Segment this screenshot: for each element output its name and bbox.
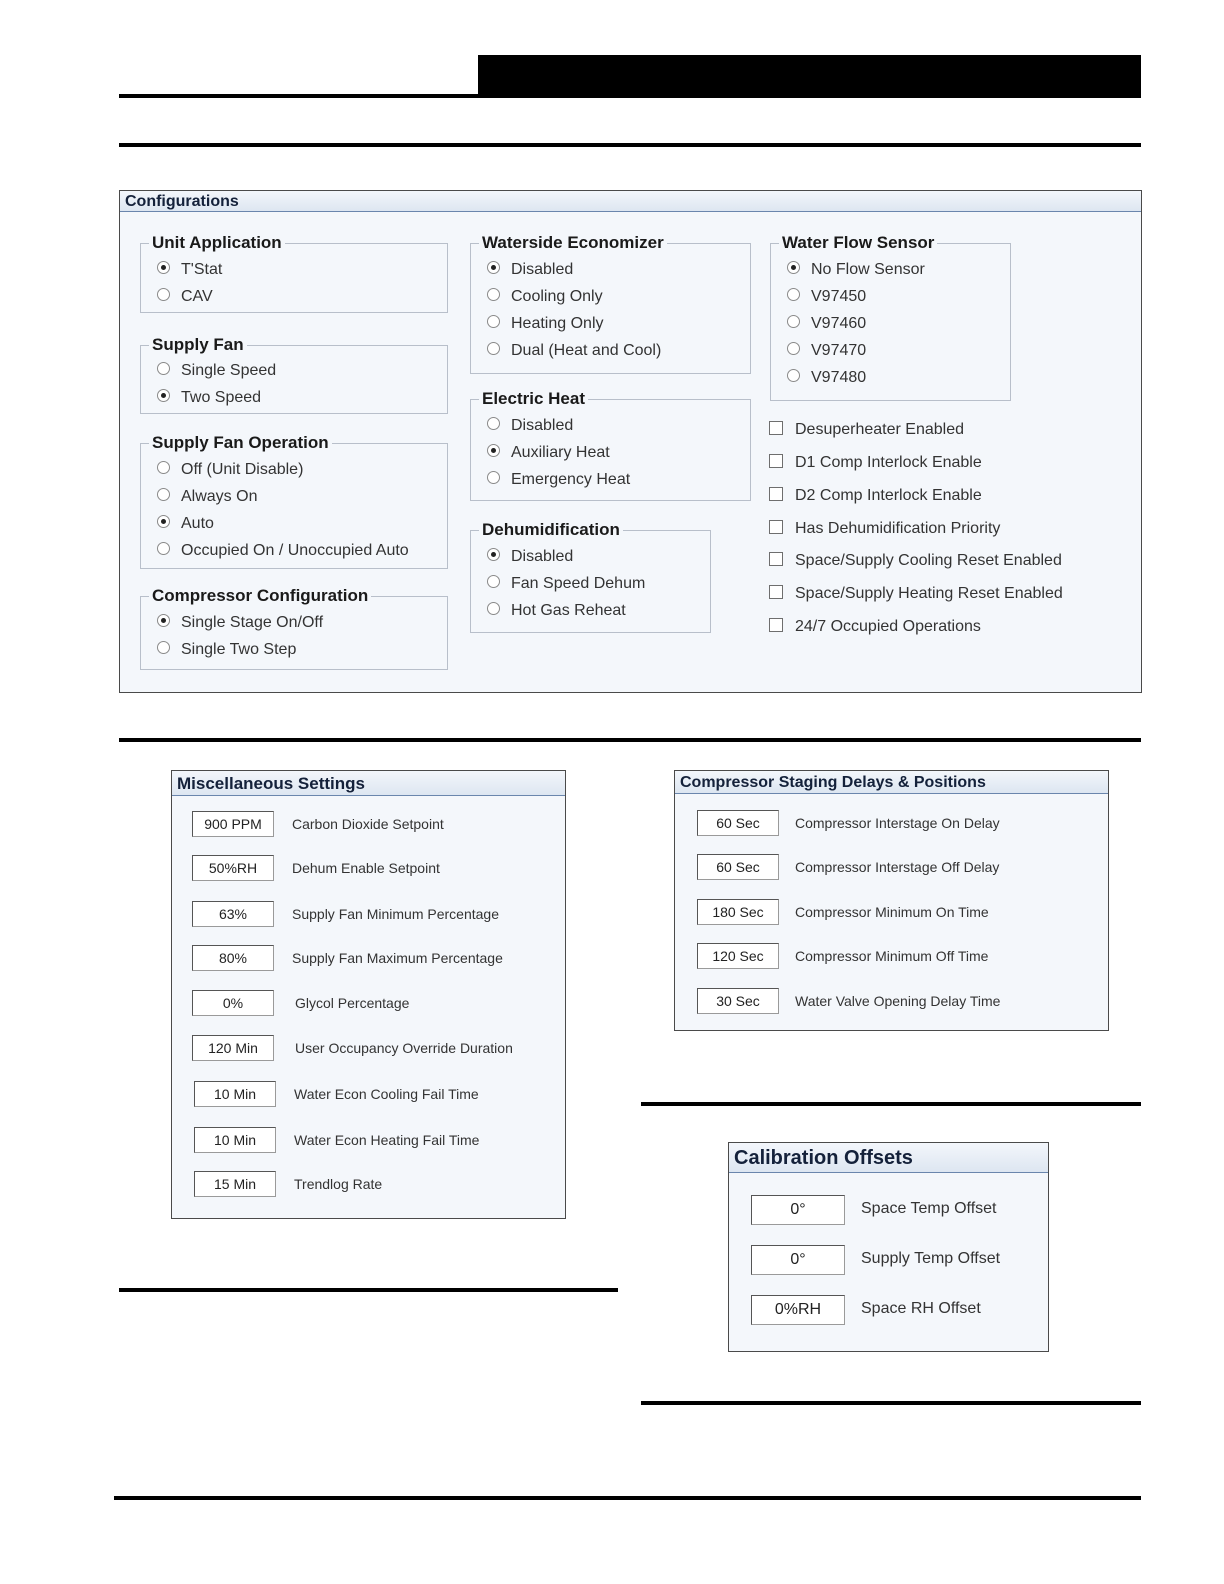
water-flow-sensor-group (770, 233, 1011, 401)
checkbox-icon[interactable] (769, 552, 783, 566)
valve-delay-field[interactable]: 30 Sec (697, 988, 779, 1014)
radio-v97480[interactable]: V97480 (787, 369, 866, 387)
cool-fail-field[interactable]: 10 Min (194, 1081, 276, 1107)
supply-fan-operation-title: Supply Fan Operation (149, 433, 332, 453)
radio-no-flow-sensor[interactable]: No Flow Sensor (787, 261, 925, 279)
radio-icon[interactable] (487, 315, 500, 328)
fan-max-field[interactable]: 80% (192, 945, 274, 971)
checkbox-icon[interactable] (769, 520, 783, 534)
checkbox-icon[interactable] (769, 421, 783, 435)
radio-selected-icon[interactable] (487, 261, 500, 274)
radio-icon[interactable] (157, 641, 170, 654)
checkbox-247-occupied[interactable]: 24/7 Occupied Operations (769, 618, 981, 636)
unit-application-group (140, 233, 448, 313)
radio-dehum-disabled[interactable]: Disabled (487, 548, 573, 566)
radio-eh-disabled[interactable]: Disabled (487, 417, 573, 435)
radio-icon[interactable] (157, 542, 170, 555)
checkbox-d1-interlock[interactable]: D1 Comp Interlock Enable (769, 454, 982, 472)
radio-selected-icon[interactable] (487, 444, 500, 457)
radio-icon[interactable] (787, 369, 800, 382)
radio-icon[interactable] (157, 461, 170, 474)
radio-icon[interactable] (487, 602, 500, 615)
electric-heat-group (470, 389, 751, 501)
checkbox-cooling-reset[interactable]: Space/Supply Cooling Reset Enabled (769, 552, 1062, 570)
radio-icon[interactable] (487, 288, 500, 301)
dehum-enable-field[interactable]: 50%RH (192, 855, 274, 881)
supply-fan-operation-group (140, 433, 448, 569)
space-rh-offset-field[interactable]: 0%RH (751, 1295, 845, 1325)
heat-fail-field[interactable]: 10 Min (194, 1127, 276, 1153)
header-black-bar (478, 55, 1141, 98)
checkbox-desuperheater[interactable]: Desuperheater Enabled (769, 421, 964, 439)
waterside-economizer-title: Waterside Economizer (479, 233, 667, 253)
radio-two-speed[interactable]: Two Speed (157, 389, 261, 407)
radio-icon[interactable] (787, 342, 800, 355)
compressor-staging-title: Compressor Staging Delays & Positions (675, 771, 1108, 794)
radio-dehum-hot-gas[interactable]: Hot Gas Reheat (487, 602, 626, 620)
section-rule-5 (641, 1401, 1141, 1405)
trendlog-field[interactable]: 15 Min (194, 1171, 276, 1197)
radio-icon[interactable] (157, 288, 170, 301)
section-rule-1 (119, 143, 1141, 147)
checkbox-heating-reset[interactable]: Space/Supply Heating Reset Enabled (769, 585, 1063, 603)
radio-single-two-step[interactable]: Single Two Step (157, 641, 296, 659)
calibration-offsets-panel: Calibration Offsets 0° Space Temp Offset 0° Supply Temp Offset 0%RH Space RH Offset (728, 1142, 1049, 1352)
supply-fan-title: Supply Fan (149, 335, 247, 355)
radio-v97450[interactable]: V97450 (787, 288, 866, 306)
radio-single-speed[interactable]: Single Speed (157, 362, 276, 380)
radio-wse-cooling-only[interactable]: Cooling Only (487, 288, 603, 306)
footer-rule (114, 1496, 1141, 1500)
checkbox-icon[interactable] (769, 454, 783, 468)
radio-selected-icon[interactable] (157, 614, 170, 627)
radio-icon[interactable] (157, 488, 170, 501)
off-delay-field[interactable]: 60 Sec (697, 854, 779, 880)
radio-auto[interactable]: Auto (157, 515, 214, 533)
radio-v97460[interactable]: V97460 (787, 315, 866, 333)
radio-selected-icon[interactable] (157, 515, 170, 528)
fan-min-field[interactable]: 63% (192, 901, 274, 927)
radio-selected-icon[interactable] (487, 548, 500, 561)
checkbox-icon[interactable] (769, 585, 783, 599)
radio-eh-auxiliary[interactable]: Auxiliary Heat (487, 444, 610, 462)
section-rule-4 (119, 1288, 618, 1292)
radio-icon[interactable] (787, 315, 800, 328)
space-temp-offset-field[interactable]: 0° (751, 1195, 845, 1225)
radio-icon[interactable] (787, 288, 800, 301)
radio-icon[interactable] (487, 575, 500, 588)
dehumidification-group (470, 520, 711, 633)
on-delay-field[interactable]: 60 Sec (697, 810, 779, 836)
min-off-field[interactable]: 120 Sec (697, 943, 779, 969)
calibration-offsets-title: Calibration Offsets (729, 1143, 1048, 1173)
radio-occupied-on[interactable]: Occupied On / Unoccupied Auto (157, 542, 409, 560)
unit-application-title: Unit Application (149, 233, 285, 253)
radio-v97470[interactable]: V97470 (787, 342, 866, 360)
supply-fan-group (140, 335, 448, 414)
radio-tstat[interactable]: T'Stat (157, 261, 222, 279)
checkbox-d2-interlock[interactable]: D2 Comp Interlock Enable (769, 487, 982, 505)
co2-setpoint-field[interactable]: 900 PPM (192, 811, 274, 837)
compressor-staging-panel: Compressor Staging Delays & Positions 60 Sec Compressor Interstage On Delay 60 Sec Compressor Interstage Off Delay 180 Sec Compressor Minimum On Time 120 Sec Compressor Minimum Off Time 30 Sec Water Valve Opening Delay Time (674, 770, 1109, 1031)
radio-off-unit-disable[interactable]: Off (Unit Disable) (157, 461, 303, 479)
checkbox-dehum-priority[interactable]: Has Dehumidification Priority (769, 520, 1000, 538)
misc-settings-title: Miscellaneous Settings (172, 771, 565, 796)
supply-temp-offset-field[interactable]: 0° (751, 1245, 845, 1275)
configurations-title: Configurations (120, 191, 1141, 212)
section-rule-2 (119, 738, 1141, 742)
radio-icon[interactable] (487, 342, 500, 355)
electric-heat-title: Electric Heat (479, 389, 588, 409)
water-flow-sensor-title: Water Flow Sensor (779, 233, 937, 253)
radio-always-on[interactable]: Always On (157, 488, 257, 506)
override-duration-field[interactable]: 120 Min (192, 1035, 274, 1061)
configurations-panel (119, 190, 1142, 693)
dehumidification-title: Dehumidification (479, 520, 623, 540)
radio-wse-disabled[interactable]: Disabled (487, 261, 573, 279)
header-rule (119, 94, 481, 98)
radio-selected-icon[interactable] (787, 261, 800, 274)
radio-icon[interactable] (157, 362, 170, 375)
radio-cav[interactable]: CAV (157, 288, 213, 306)
glycol-field[interactable]: 0% (192, 990, 274, 1016)
compressor-configuration-group (140, 586, 448, 670)
compressor-configuration-title: Compressor Configuration (149, 586, 371, 606)
checkbox-icon[interactable] (769, 487, 783, 501)
radio-dehum-fan-speed[interactable]: Fan Speed Dehum (487, 575, 645, 593)
section-rule-3 (641, 1102, 1141, 1106)
radio-wse-dual[interactable]: Dual (Heat and Cool) (487, 342, 661, 360)
checkbox-icon[interactable] (769, 618, 783, 632)
radio-selected-icon[interactable] (157, 261, 170, 274)
radio-wse-heating-only[interactable]: Heating Only (487, 315, 604, 333)
waterside-economizer-group (470, 233, 751, 374)
min-on-field[interactable]: 180 Sec (697, 899, 779, 925)
radio-eh-emergency[interactable]: Emergency Heat (487, 471, 630, 489)
radio-icon[interactable] (487, 471, 500, 484)
misc-settings-panel: Miscellaneous Settings 900 PPM Carbon Dioxide Setpoint 50%RH Dehum Enable Setpoint 63% Supply Fan Minimum Percentage 80% Supply Fan Maximum Percentage 0% Glycol Percentage 120 Min User Occupancy Override Duration 10 Min Water Econ Cooling Fail Time 10 Min Water Econ Heating Fail Time 15 Min Trendlog Rate (171, 770, 566, 1219)
radio-selected-icon[interactable] (157, 389, 170, 402)
radio-single-stage[interactable]: Single Stage On/Off (157, 614, 323, 632)
radio-icon[interactable] (487, 417, 500, 430)
